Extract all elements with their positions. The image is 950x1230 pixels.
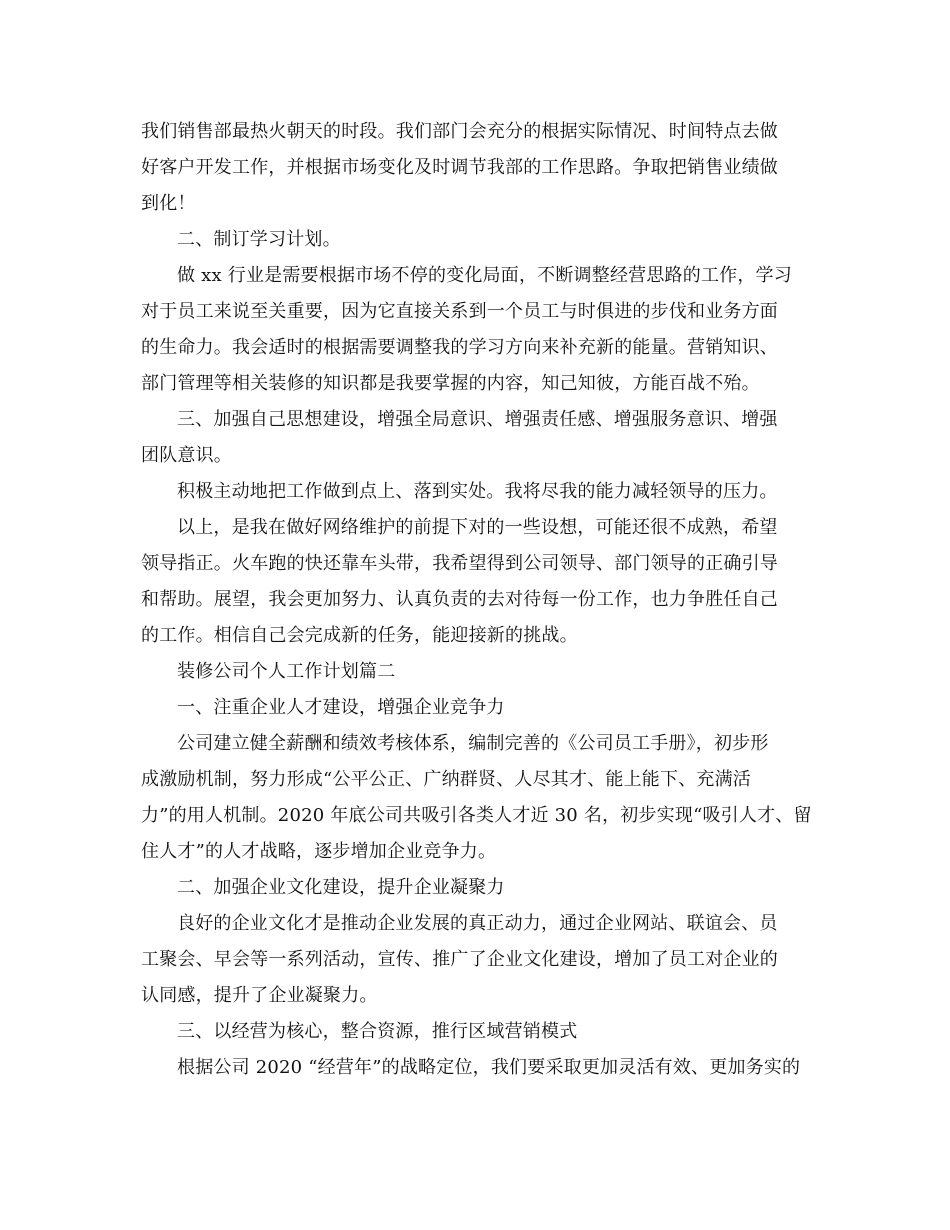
body-text-line: 住人才”的人才战略，逐步增加企业竞争力。 xyxy=(141,841,497,862)
body-text-line: 成激励机制，努力形成“公平公正、广纳群贤、人尽其才、能上能下、充满活 xyxy=(141,769,751,790)
body-text-line: 领导指正。火车跑的快还靠车头带，我希望得到公司领导、部门领导的正确引导 xyxy=(141,553,778,574)
chapter-title: 装修公司个人工作计划篇二 xyxy=(177,661,396,682)
body-text-line: 部门管理等相关装修的知识都是我要掌握的内容，知己知彼，方能百战不殆。 xyxy=(141,373,760,394)
body-text-line: 我们销售部最热火朝天的时段。我们部门会充分的根据实际情况、时间特点去做 xyxy=(141,121,778,142)
body-text-line: 工聚会、早会等一系列活动，宣传、推广了企业文化建设，增加了员工对企业的 xyxy=(141,949,778,970)
section-heading: 三、加强自己思想建设，增强全局意识、增强责任感、增强服务意识、增强 xyxy=(177,409,778,430)
body-text-line: 以上，是我在做好网络维护的前提下对的一些设想，可能还很不成熟，希望 xyxy=(177,517,778,538)
body-text-line: 好客户开发工作，并根据市场变化及时调节我部的工作思路。争取把销售业绩做 xyxy=(141,157,778,178)
body-text-line: 对于员工来说至关重要，因为它直接关系到一个员工与时俱进的步伐和业务方面 xyxy=(141,301,778,322)
section-heading: 三、以经营为核心，整合资源，推行区域营销模式 xyxy=(177,1021,578,1042)
body-text-line: 做 xx 行业是需要根据市场不停的变化局面，不断调整经营思路的工作，学习 xyxy=(177,265,792,286)
section-heading-continuation: 团队意识。 xyxy=(141,445,232,466)
section-heading: 一、注重企业人才建设，增强企业竞争力 xyxy=(177,697,505,718)
body-text-line: 根据公司 2020 “经营年”的战略定位，我们要采取更加灵活有效、更加务实的 xyxy=(177,1057,801,1078)
body-text-line: 到化！ xyxy=(141,193,196,214)
body-text-line: 积极主动地把工作做到点上、落到实处。我将尽我的能力减轻领导的压力。 xyxy=(177,481,778,502)
body-text-line: 力”的用人机制。2020 年底公司共吸引各类人才近 30 名，初步实现“吸引人才、留 xyxy=(141,805,812,826)
body-text-line: 认同感，提升了企业凝聚力。 xyxy=(141,985,378,1006)
section-heading: 二、制订学习计划。 xyxy=(177,229,341,250)
section-heading: 二、加强企业文化建设，提升企业凝聚力 xyxy=(177,877,505,898)
body-text-line: 公司建立健全薪酬和绩效考核体系，编制完善的《公司员工手册》，初步形 xyxy=(177,733,769,754)
body-text-line: 和帮助。展望，我会更加努力、认真负责的去对待每一份工作，也力争胜任自己 xyxy=(141,589,778,610)
body-text-line: 的生命力。我会适时的根据需要调整我的学习方向来补充新的能量。营销知识、 xyxy=(141,337,778,358)
body-text-line: 的工作。相信自己会完成新的任务，能迎接新的挑战。 xyxy=(141,625,578,646)
body-text-line: 良好的企业文化才是推动企业发展的真正动力，通过企业网站、联谊会、员 xyxy=(177,913,778,934)
